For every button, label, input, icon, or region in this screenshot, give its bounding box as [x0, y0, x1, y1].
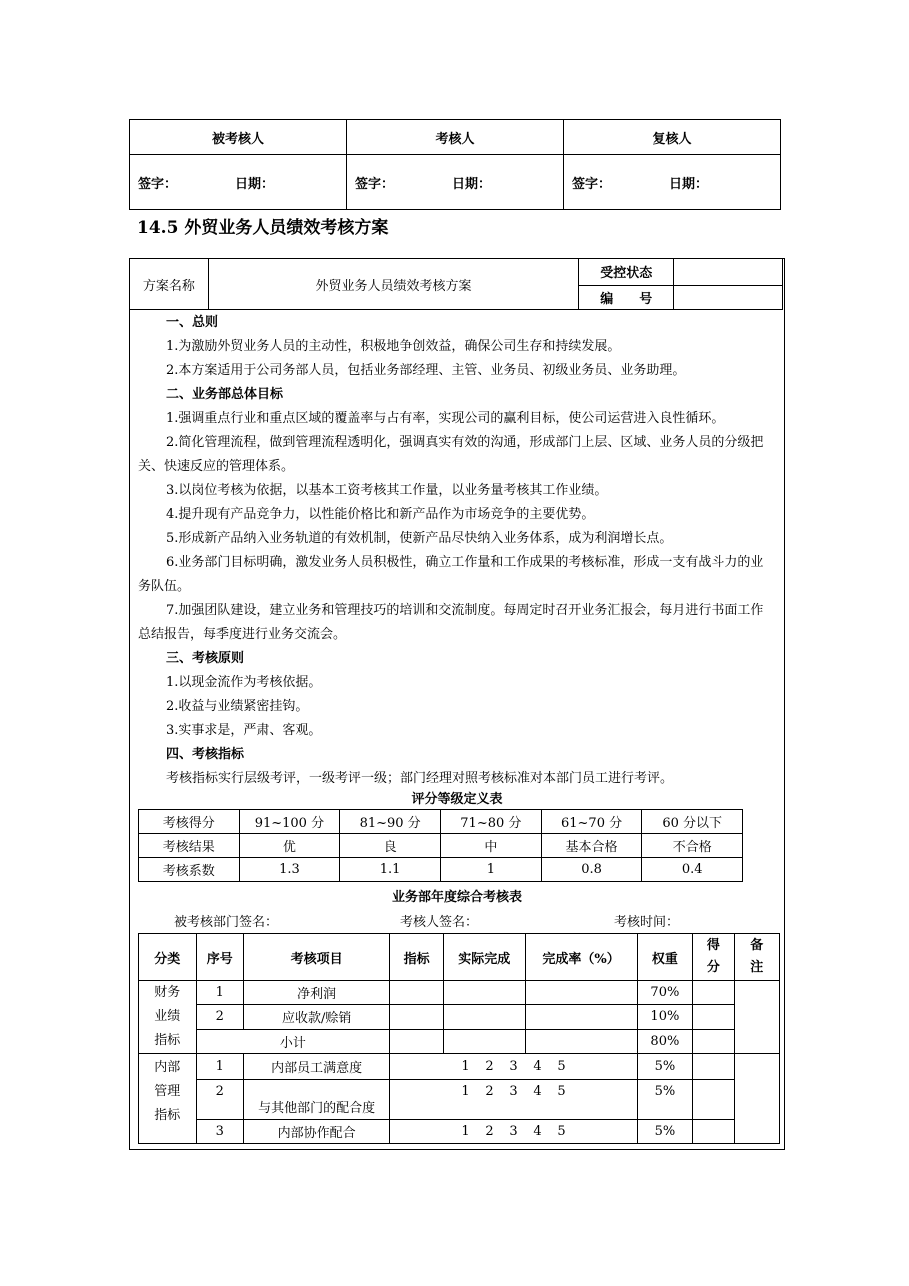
item-name: 应收款/赊销 — [243, 1005, 389, 1029]
table-cell: 81~90 分 — [340, 810, 441, 834]
remark-cell[interactable] — [734, 981, 779, 1054]
heading-principles: 三、考核原则 — [166, 651, 245, 666]
date-label: 日期： — [235, 176, 275, 192]
table-cell: 优 — [239, 834, 340, 858]
column-header: 分类 — [139, 934, 197, 981]
weight-cell: 5% — [637, 1080, 693, 1120]
paragraph: 2.收益与业绩紧密挂钩。 — [166, 699, 309, 714]
table-row — [139, 1120, 780, 1144]
table-row — [139, 858, 743, 882]
table-cell: 考核得分 — [139, 810, 240, 834]
grade-table — [138, 809, 743, 882]
category-line: 指标 — [154, 1108, 181, 1123]
annual-table — [138, 933, 780, 1144]
category-line: 管理 — [154, 1084, 181, 1099]
table-cell: 中 — [440, 834, 541, 858]
table-cell: 1.3 — [239, 858, 340, 882]
table-cell: 0.8 — [541, 858, 642, 882]
reviewer-sign-cell[interactable] — [564, 155, 781, 210]
scale-value[interactable]: 5 — [557, 1084, 566, 1099]
score-cell[interactable] — [693, 1029, 734, 1053]
table-cell: 1.1 — [340, 858, 441, 882]
control-status-label: 受控状态 — [579, 259, 674, 286]
header-assessee: 被考核人 — [130, 120, 347, 155]
sign-label: 签字： — [572, 176, 612, 192]
weight-cell: 70% — [637, 981, 693, 1005]
signature-header-row — [130, 120, 781, 155]
table-row — [139, 810, 743, 834]
score-cell[interactable] — [693, 981, 734, 1005]
rating-scale[interactable] — [390, 1120, 637, 1144]
rate-cell[interactable] — [525, 1005, 637, 1029]
dept-sign-label: 被考核部门签名： — [174, 915, 279, 930]
column-header: 实际完成 — [443, 934, 525, 981]
table-cell: 基本合格 — [541, 834, 642, 858]
heading-goals: 二、业务部总体目标 — [166, 387, 284, 402]
heading-general: 一、总则 — [166, 315, 219, 330]
item-name: 净利润 — [243, 981, 389, 1005]
paragraph: 2.简化管理流程，做到管理流程透明化，强调真实有效的沟通，形成部门上层、区域、业务人员的分级把关、快速反应的管理体系。 — [138, 435, 764, 474]
target-cell[interactable] — [390, 1029, 444, 1053]
header-score: 得分 — [706, 938, 720, 975]
row-number: 2 — [196, 1005, 243, 1029]
column-header: 指标 — [390, 934, 444, 981]
scale-value[interactable]: 3 — [509, 1084, 518, 1099]
table-cell: 考核系数 — [139, 858, 240, 882]
table-cell: 71~80 分 — [440, 810, 541, 834]
table-cell: 0.4 — [642, 858, 743, 882]
paragraph: 1.以现金流作为考核依据。 — [166, 675, 322, 690]
scale-value[interactable]: 4 — [533, 1124, 542, 1139]
paragraph: 1.强调重点行业和重点区域的覆盖率与占有率，实现公司的赢利目标，使公司运营进入良性循环。 — [166, 411, 725, 426]
rate-cell[interactable] — [525, 981, 637, 1005]
time-label: 考核时间： — [614, 915, 680, 930]
scale-value[interactable]: 5 — [557, 1059, 566, 1074]
plan-frame — [129, 258, 785, 1150]
actual-cell[interactable] — [443, 1029, 525, 1053]
scale-value[interactable]: 1 — [461, 1084, 470, 1099]
date-label: 日期： — [669, 176, 709, 192]
assessor-sign-label: 考核人签名： — [400, 915, 479, 930]
number-value[interactable] — [674, 285, 783, 309]
score-cell[interactable] — [693, 1054, 734, 1080]
paragraph: 4.提升现有产品竞争力，以性能价格比和新产品作为市场竞争的主要优势。 — [166, 507, 595, 522]
column-header — [734, 934, 779, 981]
column-header: 完成率（%） — [525, 934, 637, 981]
table-cell: 91~100 分 — [239, 810, 340, 834]
score-cell[interactable] — [693, 1120, 734, 1144]
heading-indicators: 四、考核指标 — [166, 747, 245, 762]
date-label: 日期： — [452, 176, 492, 192]
score-cell[interactable] — [693, 1080, 734, 1120]
row-number: 1 — [196, 981, 243, 1005]
scale-value[interactable]: 1 — [461, 1059, 470, 1074]
row-number: 2 — [196, 1080, 243, 1120]
header-assessor: 考核人 — [347, 120, 564, 155]
table-row — [139, 1005, 780, 1029]
column-header — [693, 934, 734, 981]
number-label: 编 号 — [579, 285, 674, 309]
header-remark: 备注 — [750, 938, 764, 975]
table-row — [139, 981, 780, 1005]
remark-cell[interactable] — [734, 1054, 779, 1144]
scale-value[interactable]: 1 — [461, 1124, 470, 1139]
table-row — [139, 1054, 780, 1080]
subtotal-label: 小计 — [196, 1029, 390, 1053]
weight-cell: 5% — [637, 1120, 693, 1144]
assessee-sign-cell[interactable] — [130, 155, 347, 210]
row-number: 1 — [196, 1054, 243, 1080]
plan-name-label: 方案名称 — [130, 259, 209, 310]
category-line: 指标 — [154, 1033, 181, 1048]
actual-cell[interactable] — [443, 981, 525, 1005]
column-header: 序号 — [196, 934, 243, 981]
scale-value[interactable]: 2 — [485, 1084, 494, 1099]
grade-table-caption: 评分等级定义表 — [411, 792, 503, 807]
row-number: 3 — [196, 1120, 243, 1144]
weight-cell: 80% — [637, 1029, 693, 1053]
table-cell: 61~70 分 — [541, 810, 642, 834]
rating-scale[interactable] — [390, 1054, 637, 1080]
scale-value[interactable]: 2 — [485, 1059, 494, 1074]
table-header-row — [139, 934, 780, 981]
table-row — [139, 1029, 780, 1053]
plan-body — [138, 311, 774, 791]
category-line: 财务 — [154, 985, 181, 1000]
score-cell[interactable] — [693, 1005, 734, 1029]
item-name: 与其他部门的配合度 — [243, 1080, 389, 1120]
sign-label: 签字： — [138, 176, 178, 192]
paragraph: 6.业务部门目标明确，激发业务人员积极性，确立工作量和工作成果的考核标准，形成一支有战斗力的业务队伍。 — [138, 555, 764, 594]
signature-row — [130, 155, 781, 210]
table-cell: 良 — [340, 834, 441, 858]
paragraph: 考核指标实行层级考评，一级考评一级；部门经理对照考核标准对本部门员工进行考评。 — [166, 771, 674, 786]
category-line: 内部 — [154, 1060, 181, 1075]
section-title: 14.5 外贸业务人员绩效考核方案 — [137, 218, 389, 238]
scale-value[interactable]: 4 — [533, 1084, 542, 1099]
item-name: 内部协作配合 — [243, 1120, 389, 1144]
column-header: 权重 — [637, 934, 693, 981]
table-cell: 1 — [440, 858, 541, 882]
scale-value[interactable]: 4 — [533, 1059, 542, 1074]
scale-value[interactable]: 3 — [509, 1124, 518, 1139]
paragraph: 5.形成新产品纳入业务轨道的有效机制，使新产品尽快纳入业务体系，成为利润增长点。 — [166, 531, 673, 546]
rating-scale[interactable] — [390, 1080, 637, 1120]
paragraph: 1.为激励外贸业务人员的主动性，积极地争创效益，确保公司生存和持续发展。 — [166, 339, 621, 354]
table-row — [139, 1080, 780, 1120]
actual-cell[interactable] — [443, 1005, 525, 1029]
scale-value[interactable]: 3 — [509, 1059, 518, 1074]
table-cell: 不合格 — [642, 834, 743, 858]
category-line: 业绩 — [154, 1009, 181, 1024]
rate-cell[interactable] — [525, 1029, 637, 1053]
category-finance — [139, 981, 197, 1054]
column-header: 考核项目 — [243, 934, 389, 981]
target-cell[interactable] — [390, 981, 444, 1005]
weight-cell: 10% — [637, 1005, 693, 1029]
assessor-sign-cell[interactable] — [347, 155, 564, 210]
signature-table — [129, 119, 781, 210]
header-reviewer: 复核人 — [564, 120, 781, 155]
paragraph: 7.加强团队建设，建立业务和管理技巧的培训和交流制度。每周定时召开业务汇报会，每月进行书面工作总结报告，每季度进行业务交流会。 — [138, 603, 764, 642]
paragraph: 3.实事求是，严肃、客观。 — [166, 723, 322, 738]
weight-cell: 5% — [637, 1054, 693, 1080]
control-status-value[interactable] — [674, 259, 783, 286]
paragraph: 3.以岗位考核为依据，以基本工资考核其工作量，以业务量考核其工作业绩。 — [166, 483, 608, 498]
table-cell: 60 分以下 — [642, 810, 743, 834]
scale-value[interactable]: 2 — [485, 1124, 494, 1139]
sign-label: 签字： — [355, 176, 395, 192]
item-name: 内部员工满意度 — [243, 1054, 389, 1080]
table-cell: 考核结果 — [139, 834, 240, 858]
plan-header-table — [129, 258, 783, 310]
category-internal — [139, 1054, 197, 1144]
plan-name-value: 外贸业务人员绩效考核方案 — [208, 259, 578, 310]
paragraph: 2.本方案适用于公司务部人员，包括业务部经理、主管、业务员、初级业务员、业务助理。 — [166, 363, 686, 378]
annual-table-caption: 业务部年度综合考核表 — [391, 890, 522, 905]
scale-value[interactable]: 5 — [557, 1124, 566, 1139]
target-cell[interactable] — [390, 1005, 444, 1029]
table-row — [139, 834, 743, 858]
